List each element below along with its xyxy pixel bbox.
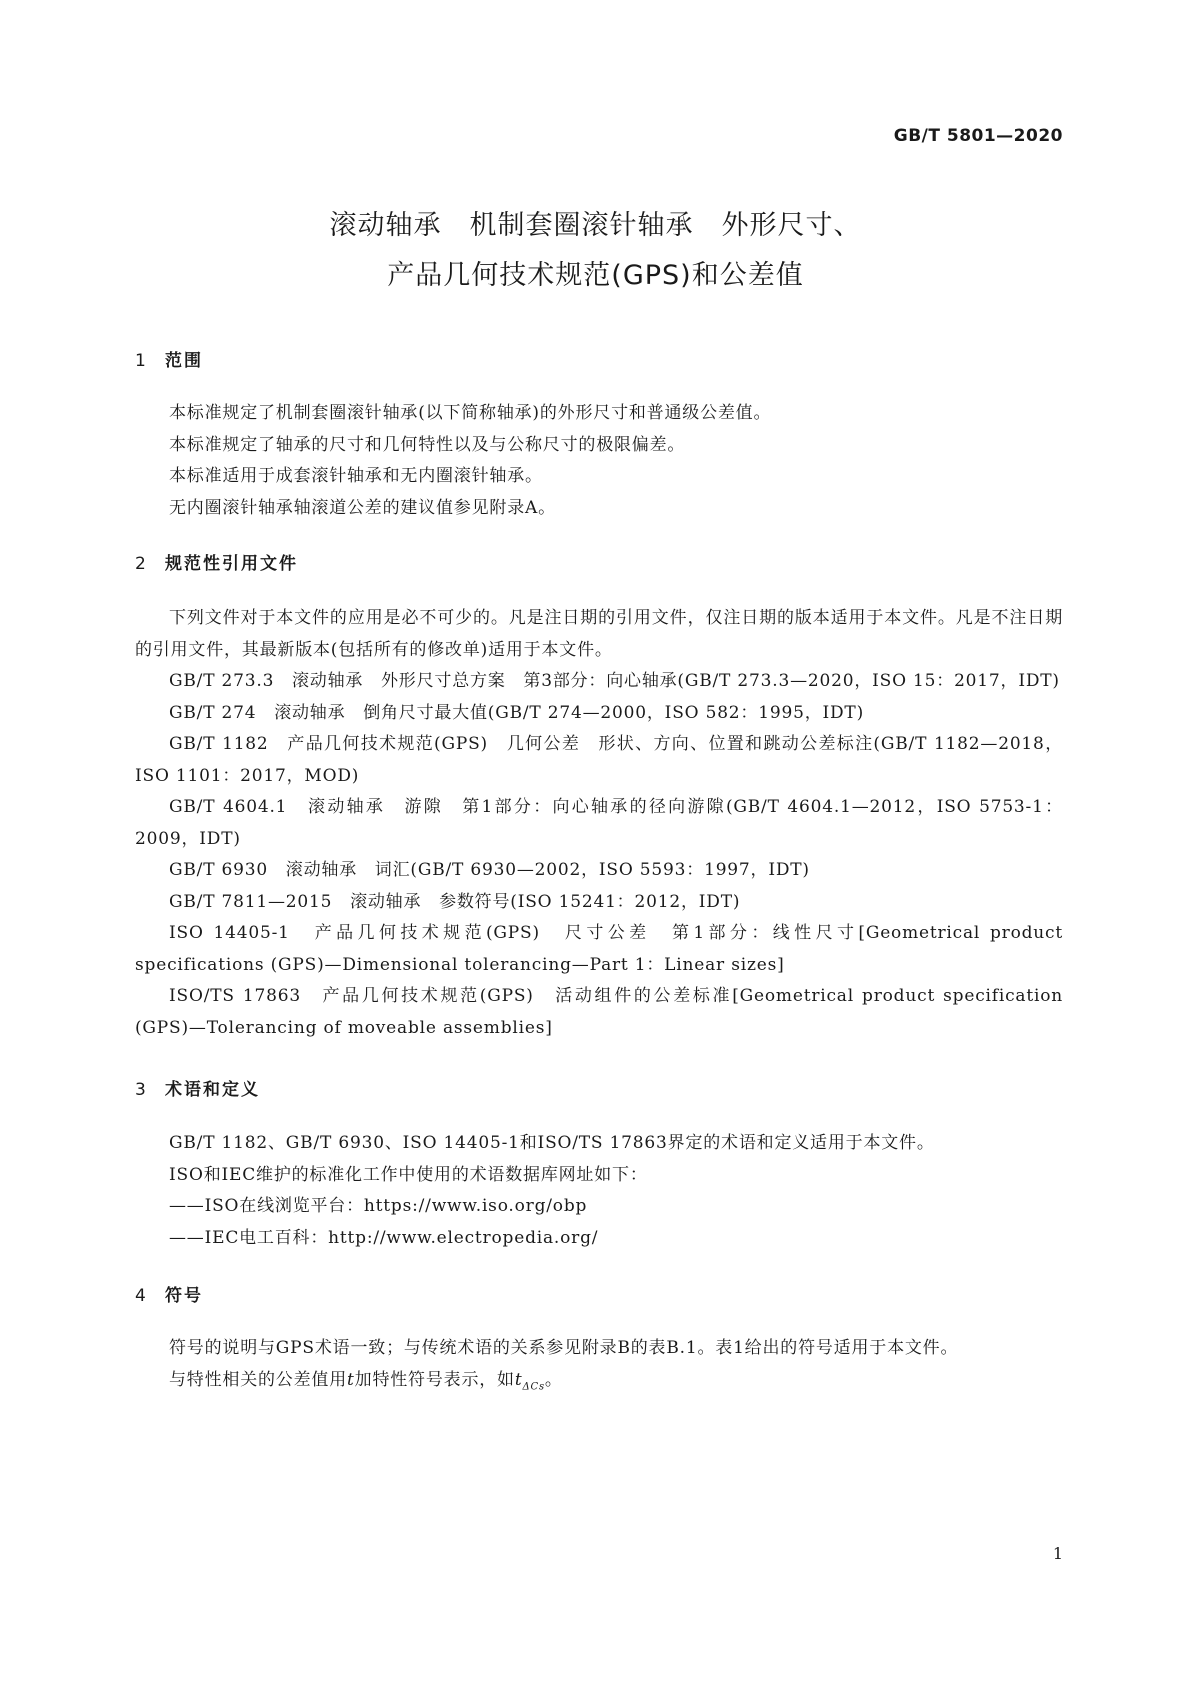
section-3-heading: 3 术语和定义: [135, 1080, 260, 1100]
title-line-2: 产品几何技术规范(GPS)和公差值: [387, 260, 804, 291]
paragraph: 下列文件对于本文件的应用是必不可少的。凡是注日期的引用文件，仅注日期的版本适用于本文件。凡是不注日期的引用文件，其最新版本(包括所有的修改单)适用于本文件。: [135, 608, 1063, 660]
standard-number: GB/T 5801—2020: [893, 126, 1063, 146]
section-3-body: [135, 1128, 1063, 1254]
section-1-body: [135, 398, 1063, 524]
section-1-heading: 1 范围: [135, 351, 203, 371]
paragraph: 无内圈滚针轴承轴滚道公差的建议值参见附录A。: [169, 497, 556, 518]
list-item: ——IEC电工百科：http://www.electropedia.org/: [169, 1227, 599, 1248]
reference-item: GB/T 4604.1 滚动轴承 游隙 第1部分：向心轴承的径向游隙(GB/T 4604.1—2012，ISO 5753-1：2009，IDT): [135, 797, 1063, 849]
title-line-1: 滚动轴承 机制套圈滚针轴承 外形尺寸、: [329, 210, 862, 241]
section-2-body: [135, 603, 1063, 1044]
symbol-subscript: ΔCs: [522, 1380, 545, 1392]
tolerance-symbol: t: [347, 1369, 355, 1390]
reference-item: GB/T 273.3 滚动轴承 外形尺寸总方案 第3部分：向心轴承(GB/T 273.3—2020，ISO 15：2017，IDT): [169, 671, 1060, 691]
reference-item: ISO/TS 17863 产品几何技术规范(GPS) 活动组件的公差标准[Geometrical product specification (GPS)—Tolerancing of moveable assemblies]: [135, 986, 1063, 1038]
list-item: ——ISO在线浏览平台：https://www.iso.org/obp: [169, 1196, 588, 1216]
paragraph: ISO和IEC维护的标准化工作中使用的术语数据库网址如下：: [169, 1164, 648, 1185]
paragraph: 本标准适用于成套滚针轴承和无内圈滚针轴承。: [169, 466, 543, 486]
reference-item: GB/T 274 滚动轴承 倒角尺寸最大值(GB/T 274—2000，ISO 582：1995，IDT): [169, 702, 865, 723]
paragraph: 符号的说明与GPS术语一致；与传统术语的关系参见附录B的表B.1。表1给出的符号适用于本文件。: [169, 1338, 959, 1358]
paragraph: GB/T 1182、GB/T 6930、ISO 14405-1和ISO/TS 17863界定的术语和定义适用于本文件。: [169, 1133, 935, 1153]
section-4-heading: 4 符号: [135, 1286, 203, 1306]
paragraph: 本标准规定了轴承的尺寸和几何特性以及与公称尺寸的极限偏差。: [169, 434, 686, 455]
section-2-heading: 2 规范性引用文件: [135, 554, 298, 574]
reference-item: GB/T 7811—2015 滚动轴承 参数符号(ISO 15241：2012，IDT): [169, 891, 741, 912]
reference-item: GB/T 6930 滚动轴承 词汇(GB/T 6930—2002，ISO 5593：1997，IDT): [169, 860, 810, 880]
section-4-body: [135, 1333, 1063, 1402]
page-number: 1: [1052, 1544, 1063, 1563]
paragraph: 本标准规定了机制套圈滚针轴承(以下简称轴承)的外形尺寸和普通级公差值。: [169, 403, 772, 423]
reference-item: GB/T 1182 产品几何技术规范(GPS) 几何公差 形状、方向、位置和跳动公差标注(GB/T 1182—2018，ISO 1101：2017，MOD): [135, 734, 1063, 786]
tolerance-symbol-example: t: [514, 1369, 523, 1390]
document-title: [0, 207, 1191, 295]
paragraph: 与特性相关的公差值用t加特性符号表示，如$t_{\Delta Cs}$。: [169, 1369, 563, 1392]
reference-item: ISO 14405-1 产品几何技术规范(GPS) 尺寸公差 第1部分：线性尺寸[Geometrical product specifications (GPS)—Dimensional tolerancing—Part 1：Linear sizes]: [135, 923, 1063, 975]
